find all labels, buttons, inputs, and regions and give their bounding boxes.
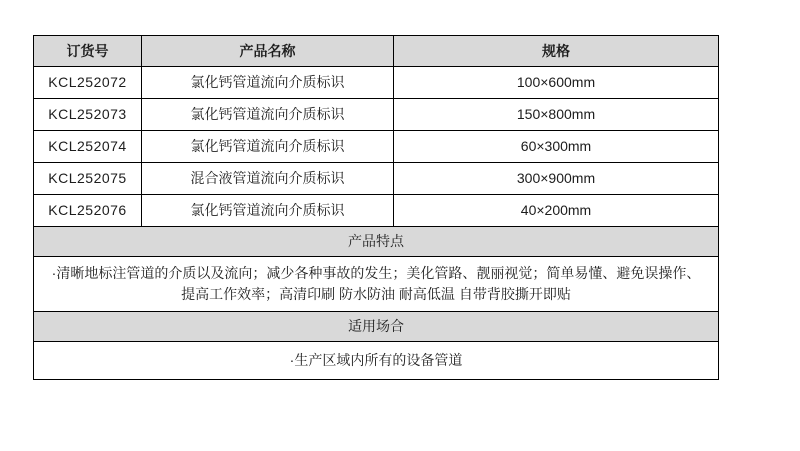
order-no-cell: KCL252075 <box>34 163 142 195</box>
product-spec-table <box>33 35 719 380</box>
table-header-row <box>34 36 719 67</box>
spec-cell: 150×800mm <box>394 99 719 131</box>
spec-cell: 300×900mm <box>394 163 719 195</box>
order-no-cell: KCL252073 <box>34 99 142 131</box>
table-row <box>34 67 719 99</box>
product-name-cell: 混合液管道流向介质标识 <box>142 163 394 195</box>
order-no-cell: KCL252076 <box>34 195 142 227</box>
spec-cell: 100×600mm <box>394 67 719 99</box>
table-row <box>34 163 719 195</box>
order-no-cell: KCL252074 <box>34 131 142 163</box>
features-text: ·清晰地标注管道的介质以及流向；减少各种事故的发生；美化管路、靓丽视觉；简单易懂、避免误操作、提高工作效率；高清印刷 防水防油 耐高低温 自带背胶撕开即贴 <box>34 257 719 312</box>
order-no-cell: KCL252072 <box>34 67 142 99</box>
spec-cell: 60×300mm <box>394 131 719 163</box>
occasions-header-row <box>34 312 719 342</box>
product-name-cell: 氯化钙管道流向介质标识 <box>142 195 394 227</box>
product-name-cell: 氯化钙管道流向介质标识 <box>142 131 394 163</box>
features-body-row <box>34 257 719 312</box>
table-row <box>34 99 719 131</box>
spec-cell: 40×200mm <box>394 195 719 227</box>
occasions-body-row <box>34 342 719 380</box>
occasions-header: 适用场合 <box>34 312 719 342</box>
product-name-cell: 氯化钙管道流向介质标识 <box>142 67 394 99</box>
occasions-text: ·生产区域内所有的设备管道 <box>34 342 719 380</box>
col-header-order-no: 订货号 <box>34 36 142 67</box>
table-row <box>34 131 719 163</box>
product-name-cell: 氯化钙管道流向介质标识 <box>142 99 394 131</box>
features-header-row <box>34 227 719 257</box>
features-header: 产品特点 <box>34 227 719 257</box>
table-row <box>34 195 719 227</box>
col-header-product-name: 产品名称 <box>142 36 394 67</box>
col-header-spec: 规格 <box>394 36 719 67</box>
